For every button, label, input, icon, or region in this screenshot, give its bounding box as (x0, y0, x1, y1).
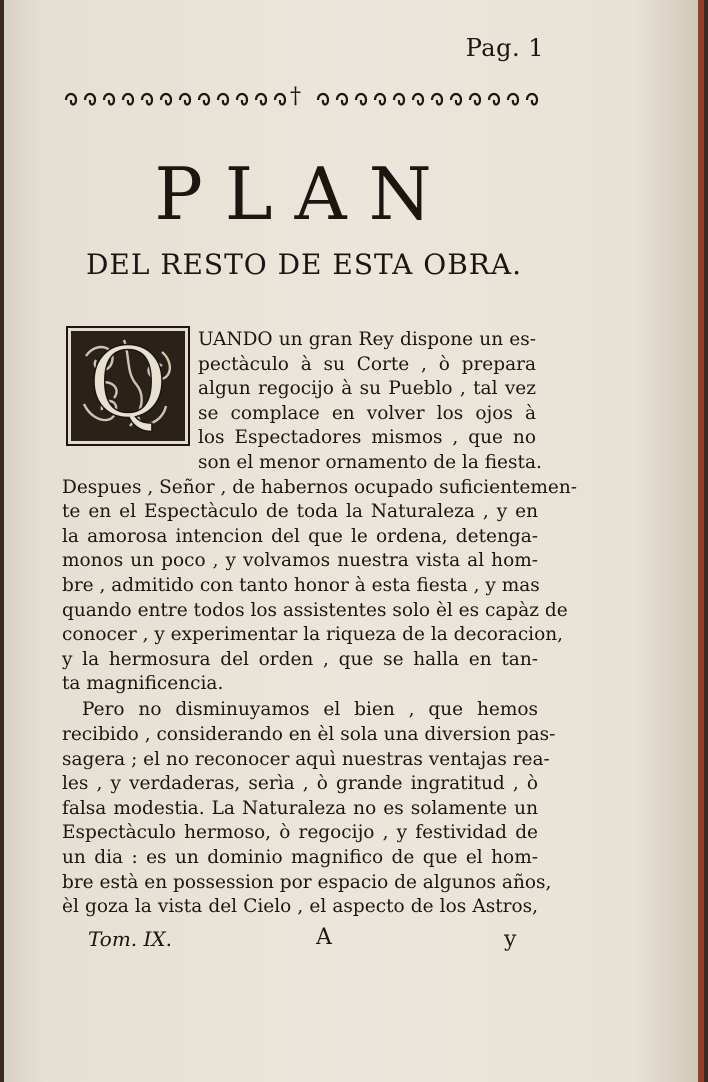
text-line: quando entre todos los assistentes solo èl es capàz de (62, 599, 568, 621)
page-title: PLAN (154, 152, 454, 236)
ornament-scroll (451, 94, 461, 105)
text-line: monos un poco , y volvamos nuestra vista al hom- (62, 550, 538, 572)
book-page (4, 0, 704, 1082)
text-line: bre està en possession por espacio de algunos años, (62, 871, 552, 893)
dropcap-q (66, 326, 190, 446)
text-line: la amorosa intencion del que le ordena, detenga- (62, 525, 538, 547)
ornament-scroll (318, 94, 328, 105)
ornament-scroll (85, 94, 95, 105)
text-line: se complace en volver los ojos à (198, 402, 536, 424)
ornament-scroll (489, 94, 499, 105)
ornament-scroll (180, 94, 190, 105)
text-line: ta magnificencia. (62, 673, 224, 695)
volume-marker: Tom. IX. (88, 927, 173, 951)
ornament-band-icon (64, 88, 540, 112)
ornament-scroll (356, 94, 366, 105)
ornament-scroll (275, 94, 285, 105)
text-line: un dia : es un dominio magnifico de que el hom- (62, 847, 538, 868)
text-line: pectàculo à su Corte , ò prepara (198, 353, 536, 375)
ornament-scroll (161, 94, 171, 105)
text-line: les , y verdaderas, serìa , ò grande ingratitud , ò (62, 773, 538, 795)
text-line: Despues , Señor , de habernos ocupado suficientemen- (62, 476, 578, 498)
page-subtitle: DEL RESTO DE ESTA OBRA. (85, 248, 523, 281)
header-ornament (64, 84, 540, 112)
text-line: Pero no disminuyamos el bien , que hemos (82, 699, 538, 721)
text-line: UANDO un gran Rey dispone un es- (198, 329, 536, 350)
ornament-scroll (394, 94, 404, 105)
ornament-scroll (337, 94, 347, 105)
text-line: Espectàculo hermoso, ò regocijo , y festividad de (62, 822, 538, 844)
ornament-scroll (375, 94, 385, 105)
signature-mark: A (316, 925, 332, 950)
ornament-scroll (142, 94, 152, 105)
ornament-scroll (66, 94, 76, 105)
ornament-scroll (104, 94, 114, 105)
ornament-cross: † (290, 84, 301, 109)
text-line: conocer , y experimentar la riqueza de la decoracion, (62, 624, 564, 646)
ornament-scroll (237, 94, 247, 105)
text-line: recibido , considerando en èl sola una diversion pas- (62, 724, 556, 745)
text-line: y la hermosura del orden , que se halla en tan- (62, 648, 538, 670)
ornament-scroll (199, 94, 209, 105)
ornament-scroll (123, 94, 133, 105)
text-line: bre , admitido con tanto honor à esta fiesta , y mas (62, 575, 540, 596)
ornament-scroll (508, 94, 518, 105)
decorated-initial-icon (66, 326, 190, 446)
text-line: èl goza la vista del Cielo , el aspecto de los Astros, (62, 896, 538, 918)
ornament-scroll (432, 94, 442, 105)
svg-text:Q: Q (88, 327, 168, 439)
catchword: y (504, 927, 517, 952)
text-line: te en el Espectàculo de toda la Naturaleza , y en (62, 501, 538, 523)
ornament-scroll (413, 94, 423, 105)
ornament-scroll (527, 94, 537, 105)
text-line: los Espectadores mismos , que no (198, 427, 536, 449)
ornament-scroll (218, 94, 228, 105)
page-edge (698, 0, 704, 1082)
text-line: algun regocijo à su Pueblo , tal vez (198, 378, 536, 400)
text-line: falsa modestia. La Naturaleza no es solamente un (62, 797, 538, 819)
text-line: sagera ; el no reconocer aquì nuestras ventajas rea- (62, 748, 550, 770)
page-number: Pag. 1 (465, 34, 544, 62)
ornament-scroll (470, 94, 480, 105)
ornament-scroll (256, 94, 266, 105)
text-line: son el menor ornamento de la fiesta. (198, 452, 542, 473)
